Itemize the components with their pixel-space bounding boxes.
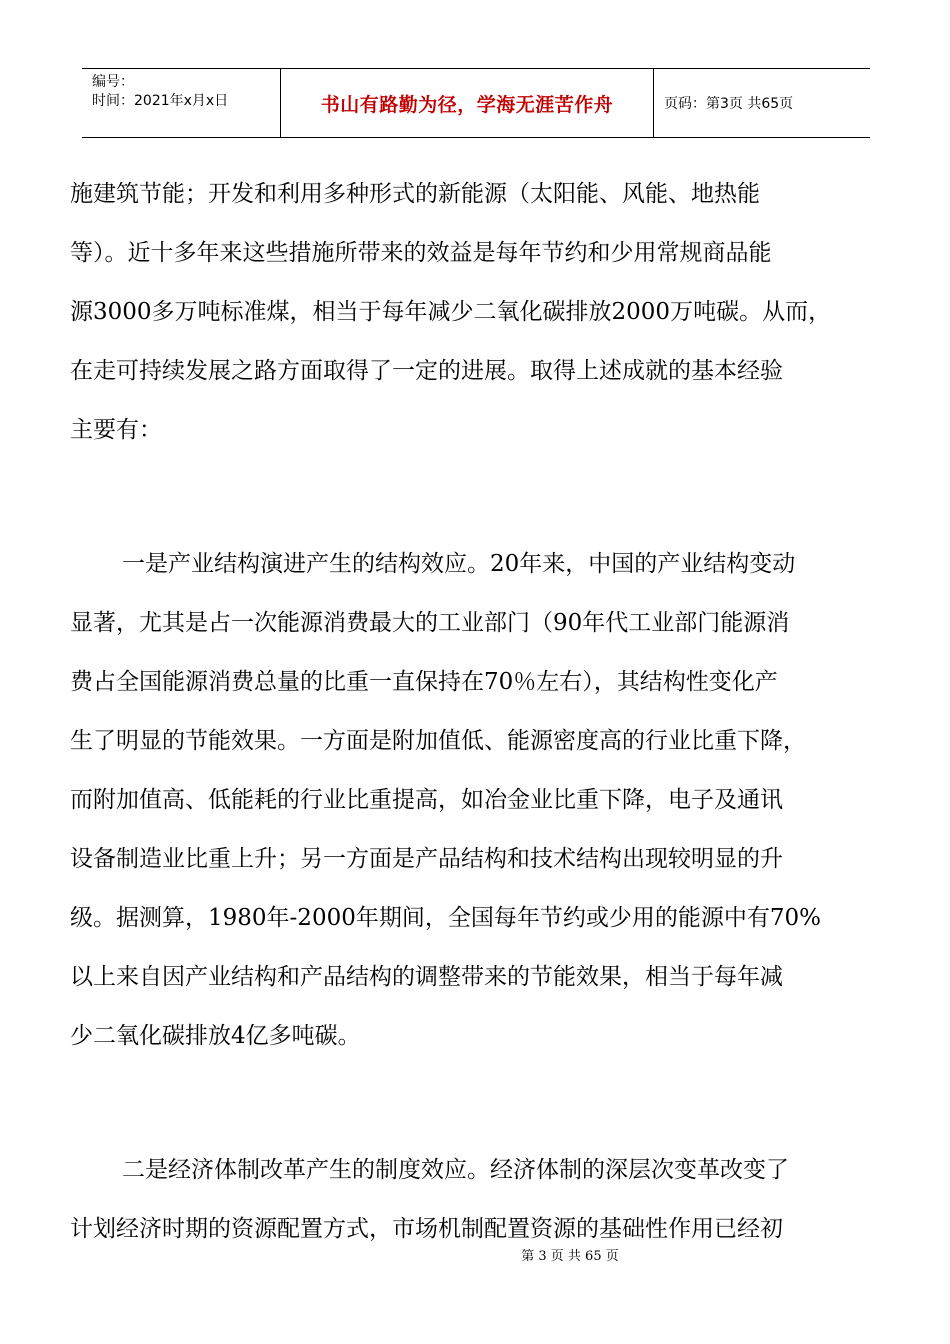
page-header bbox=[82, 68, 870, 138]
text-line: 设备制造业比重上升；另一方面是产品结构和技术结构出现较明显的升 bbox=[70, 846, 783, 872]
text-line: 级。据测算，1980年-2000年期间，全国每年节约或少用的能源中有70% bbox=[70, 905, 821, 931]
text-line: 而附加值高、低能耗的行业比重提高，如冶金业比重下降，电子及通讯 bbox=[70, 787, 783, 813]
header-page-info: 页码：第3页 共65页 bbox=[664, 96, 794, 112]
document-date: 时间：2021年x月x日 bbox=[92, 93, 229, 109]
text-line: 以上来自因产业结构和产品结构的调整带来的节能效果，相当于每年减 bbox=[70, 964, 783, 990]
text-line: 少二氧化碳排放4亿多吨碳。 bbox=[70, 1023, 361, 1049]
text-line: 等）。近十多年来这些措施所带来的效益是每年节约和少用常规商品能 bbox=[70, 240, 772, 266]
header-page-info-cell bbox=[654, 69, 870, 137]
text-line: 主要有： bbox=[70, 417, 162, 443]
text-line: 计划经济时期的资源配置方式，市场机制配置资源的基础性作用已经初 bbox=[70, 1216, 783, 1242]
page-footer bbox=[0, 1245, 950, 1264]
text-line: 生了明显的节能效果。一方面是附加值低、能源密度高的行业比重下降， bbox=[70, 728, 806, 754]
paragraph-2 bbox=[70, 540, 890, 1071]
text-line: 源3000多万吨标准煤，相当于每年减少二氧化碳排放2000万吨碳。从而， bbox=[70, 299, 832, 325]
paragraph-1 bbox=[70, 170, 890, 465]
text-line: 在走可持续发展之路方面取得了一定的进展。取得上述成就的基本经验 bbox=[70, 358, 783, 384]
text-line: 显著，尤其是占一次能源消费最大的工业部门（90年代工业部门能源消 bbox=[70, 610, 790, 636]
footer-page-number: 第 3 页 共 65 页 bbox=[521, 1249, 619, 1264]
text-line: 二是经济体制改革产生的制度效应。经济体制的深层次变革改变了 bbox=[122, 1157, 789, 1183]
text-line: 一是产业结构演进产生的结构效应。20年来，中国的产业结构变动 bbox=[122, 551, 796, 577]
document-number-label: 编号： bbox=[92, 74, 134, 90]
paragraph-gap bbox=[70, 465, 890, 540]
document-body bbox=[70, 170, 890, 1264]
header-meta bbox=[82, 69, 281, 137]
text-line: 施建筑节能；开发和利用多种形式的新能源（太阳能、风能、地热能 bbox=[70, 181, 760, 207]
paragraph-gap bbox=[70, 1071, 890, 1146]
header-motto-cell bbox=[281, 69, 654, 137]
header-motto: 书山有路勤为径，学海无涯苦作舟 bbox=[320, 93, 614, 116]
text-line: 费占全国能源消费总量的比重一直保持在70％左右），其结构性变化产 bbox=[70, 669, 778, 695]
